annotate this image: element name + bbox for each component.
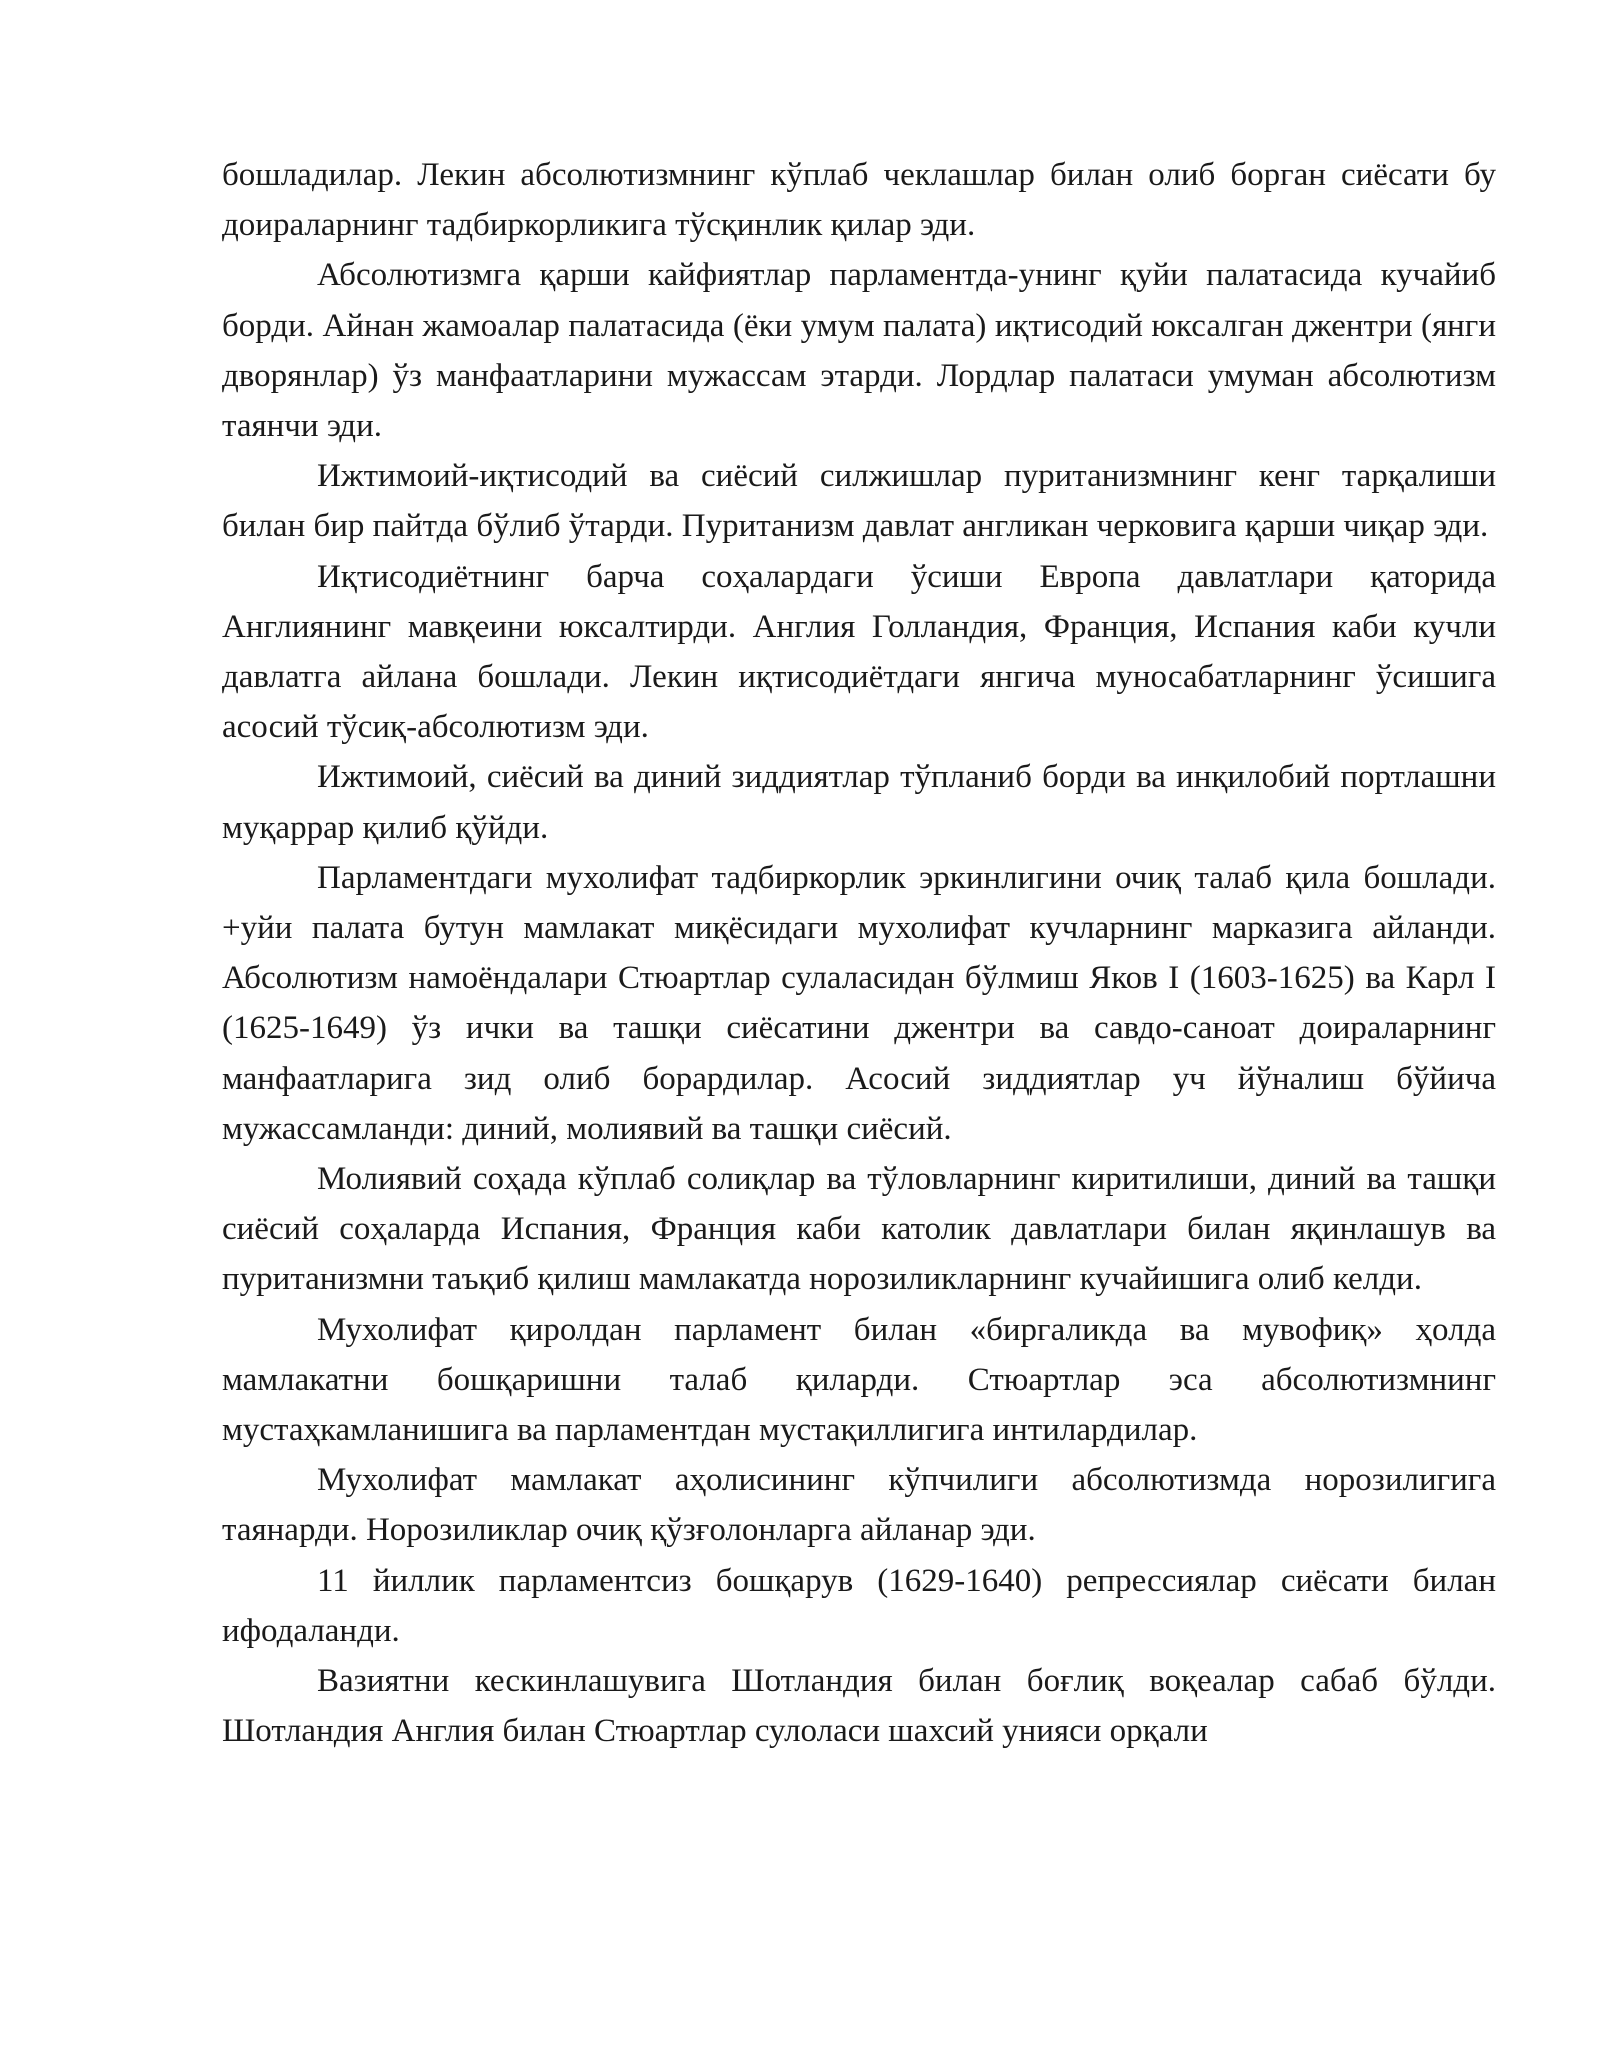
document-text-body xyxy=(222,150,1496,1757)
paragraph-9: Мухолифат мамлакат аҳолисининг кўпчилиги абсолютизмда норозилигига таянарди. Норозиликлар очиқ қўзғолонларга айланар эди. xyxy=(222,1462,1496,1549)
paragraph-10: 11 йиллик парламентсиз бошқарув (1629-1640) репрессиялар сиёсати билан ифодаланди. xyxy=(222,1562,1496,1649)
paragraph-4: Иқтисодиётнинг барча соҳалардаги ўсиши Европа давлатлари қаторида Англиянинг мавқеини юксалтирди. Англия Голландия, Франция, Испания каби кучли давлатга айлана бошлади. Лекин иқтисодиётдаги янгича муносабатларнинг ўсишига асосий тўсиқ-абсолютизм эди. xyxy=(222,558,1496,746)
paragraph-5: Ижтимоий, сиёсий ва диний зиддиятлар тўпланиб борди ва инқилобий портлашни муқаррар қилиб қўйди. xyxy=(222,759,1496,846)
paragraph-6: Парламентдаги мухолифат тадбиркорлик эркинлигини очиқ талаб қила бошлади. +уйи палата бутун мамлакат миқёсидаги мухолифат кучларнинг марказига айланди. Абсолютизм намоёндалари Стюартлар сулаласидан бўлмиш Яков I (1603-1625) ва Карл I (1625-1649) ўз ички ва ташқи сиёсатини джентри ва савдо-саноат доираларнинг манфаатларига зид олиб борардилар. Асосий зиддиятлар уч йўналиш бўйича мужассамланди: диний, молиявий ва ташқи сиёсий. xyxy=(222,859,1496,1147)
paragraph-2: Абсолютизмга қарши кайфиятлар парламентда-унинг қуйи палатасида кучайиб борди. Айнан жамоалар палатасида (ёки умум палата) иқтисодий юксалган джентри (янги дворянлар) ўз манфаатларини мужассам этарди. Лордлар палатаси умуман абсолютизм таянчи эди. xyxy=(222,257,1496,445)
paragraph-8: Мухолифат қиролдан парламент билан «биргаликда ва мувофиқ» ҳолда мамлакатни бошқаришни талаб қиларди. Стюартлар эса абсолютизмнинг мустаҳкамланишига ва парламентдан мустақиллигига интилардилар. xyxy=(222,1311,1496,1449)
paragraph-3: Ижтимоий-иқтисодий ва сиёсий силжишлар пуританизмнинг кенг тарқалиши билан бир пайтда бўлиб ўтарди. Пуританизм давлат англикан черковига қарши чиқар эди. xyxy=(222,458,1496,545)
paragraph-11: Вазиятни кескинлашувига Шотландия билан боғлиқ воқеалар сабаб бўлди. Шотландия Англия билан Стюартлар сулоласи шахсий унияси орқали xyxy=(222,1663,1496,1750)
paragraph-1: бошладилар. Лекин абсолютизмнинг кўплаб чеклашлар билан олиб борган сиёсати бу доираларнинг тадбиркорликига тўсқинлик қилар эди. xyxy=(222,157,1496,244)
paragraph-7: Молиявий соҳада кўплаб солиқлар ва тўловларнинг киритилиши, диний ва ташқи сиёсий соҳаларда Испания, Франция каби католик давлатлари билан яқинлашув ва пуританизмни таъқиб қилиш мамлакатда норозиликларнинг кучайишига олиб келди. xyxy=(222,1161,1496,1298)
